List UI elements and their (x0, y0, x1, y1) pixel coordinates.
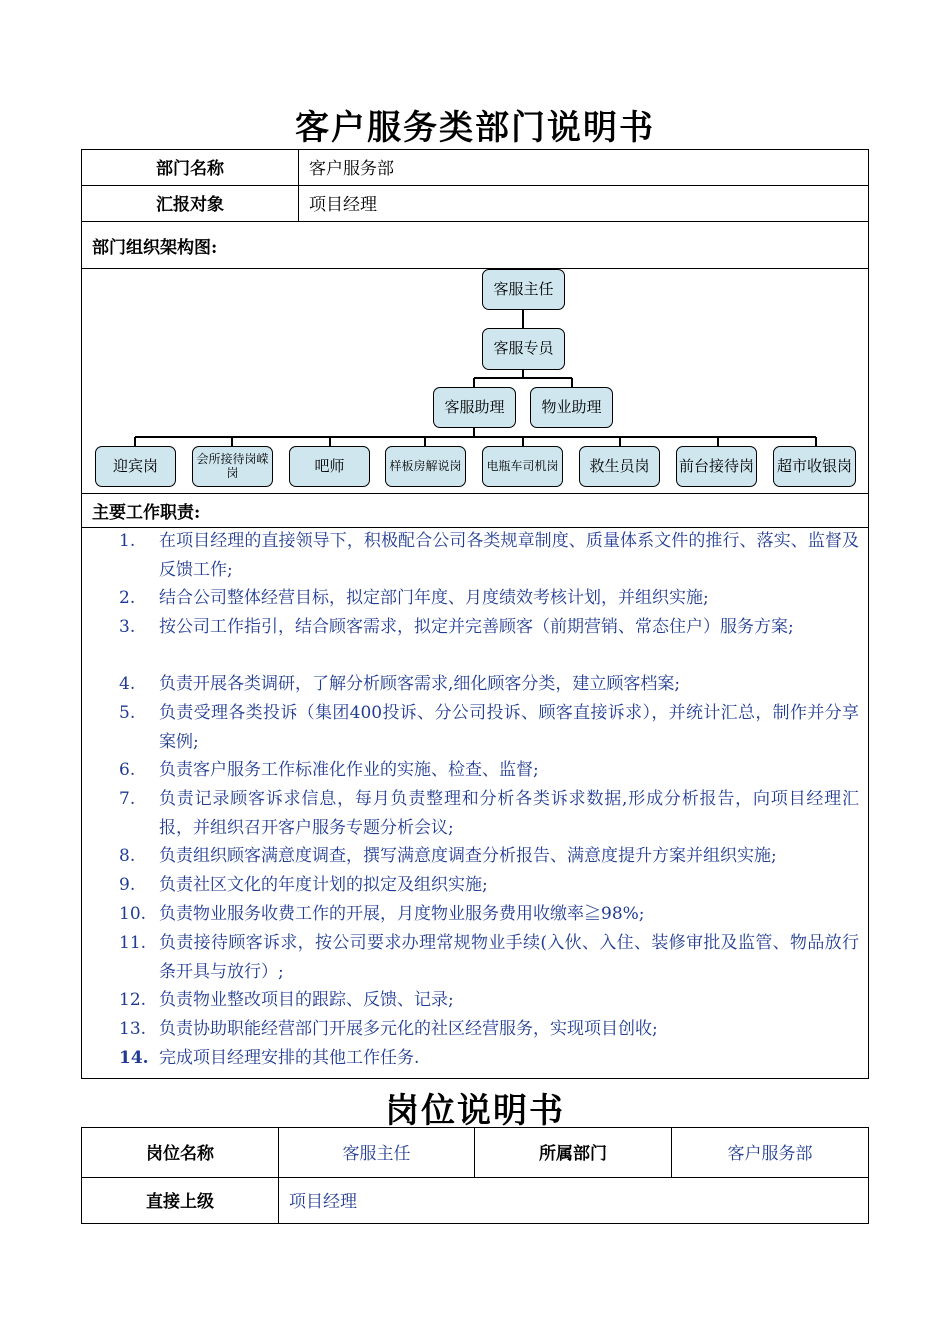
org-node-level3-b: 物业助理 (530, 387, 613, 428)
org-node-level4-4: 样板房解说岗 (385, 446, 466, 487)
org-node-level4-7: 前台接待岗 (676, 446, 757, 487)
duty-text: 负责客户服务工作标准化作业的实施、检查、监督; (159, 760, 539, 780)
duty-num: 9. (119, 875, 136, 895)
duty-text: 负责组织顾客满意度调查，撰写满意度调查分析报告、满意度提升方案并组织实施; (159, 846, 777, 866)
duties-label: 主要工作职责: (92, 503, 201, 523)
duty-text: 在项目经理的直接领导下，积极配合公司各类规章制度、质量体系文件的推行、落实、监督及反馈工作; (159, 531, 859, 580)
duty-num: 14. (119, 1048, 149, 1068)
org-node-level4-6: 救生员岗 (579, 446, 660, 487)
duty-num: 6. (119, 760, 136, 780)
duty-num: 1. (119, 531, 136, 551)
org-node-level4-8: 超市收银岗 (773, 446, 856, 487)
duty-text: 负责接待顾客诉求，按公司要求办理常规物业手续(入伙、入住、装修审批及监管、物品放行条开具与放行）; (159, 933, 859, 982)
duty-num: 2. (119, 588, 136, 608)
dept-value: 客户服务部 (727, 1144, 813, 1164)
duty-num: 3. (119, 617, 136, 637)
duty-text: 负责记录顾客诉求信息，每月负责整理和分析各类诉求数据,形成分析报告，向项目经理汇报，并组织召开客户服务专题分析会议; (159, 789, 859, 838)
post-name-value: 客服主任 (342, 1144, 411, 1164)
org-node-level4-3: 吧师 (289, 446, 370, 487)
duty-text: 负责物业整改项目的跟踪、反馈、记录; (159, 990, 454, 1010)
duty-num: 12. (119, 990, 147, 1010)
duty-text: 完成项目经理安排的其他工作任务. (159, 1048, 420, 1068)
dept-label: 所属部门 (539, 1144, 607, 1164)
dept-name-label: 部门名称 (156, 159, 224, 179)
report-to-label: 汇报对象 (156, 195, 224, 215)
report-to-value: 项目经理 (309, 195, 377, 215)
superior-label: 直接上级 (146, 1192, 214, 1212)
org-node-level4-1: 迎宾岗 (95, 446, 176, 487)
duty-num: 7. (119, 789, 136, 809)
post-name-label: 岗位名称 (146, 1144, 214, 1164)
post-doc-title: 岗位说明书 (385, 1091, 565, 1131)
duty-text: 负责协助职能经营部门开展多元化的社区经营服务，实现项目创收; (159, 1019, 658, 1039)
duty-text: 负责开展各类调研，了解分析顾客需求,细化顾客分类，建立顾客档案; (159, 674, 681, 694)
duty-num: 5. (119, 703, 136, 723)
duty-text: 负责物业服务收费工作的开展，月度物业服务费用收缴率≧98%; (159, 904, 645, 924)
duties-list (119, 527, 859, 1077)
duty-text: 按公司工作指引，结合顾客需求，拟定并完善顾客（前期营销、常态住户）服务方案; (159, 617, 794, 637)
org-node-level3-a: 客服助理 (433, 387, 516, 428)
superior-value: 项目经理 (289, 1192, 357, 1212)
org-node-level1: 客服主任 (482, 269, 565, 310)
org-chart-label: 部门组织架构图: (92, 238, 218, 258)
duty-num: 13. (119, 1019, 147, 1039)
duty-num: 10. (119, 904, 147, 924)
duty-text: 负责受理各类投诉（集团400投诉、分公司投诉、顾客直接诉求），并统计汇总，制作并分享案例; (159, 703, 859, 752)
duty-num: 4. (119, 674, 136, 694)
duty-text: 负责社区文化的年度计划的拟定及组织实施; (159, 875, 488, 895)
dept-name-value: 客户服务部 (309, 159, 394, 179)
dept-doc-title: 客户服务类部门说明书 (295, 108, 655, 148)
org-node-level2: 客服专员 (482, 328, 565, 370)
org-node-level4-5: 电瓶车司机岗 (482, 446, 563, 487)
duty-num: 8. (119, 846, 136, 866)
duty-text: 结合公司整体经营目标，拟定部门年度、月度绩效考核计划，并组织实施; (159, 588, 709, 608)
duty-num: 11. (119, 933, 147, 953)
org-node-level4-2: 会所接待岗嵘岗 (192, 446, 273, 487)
